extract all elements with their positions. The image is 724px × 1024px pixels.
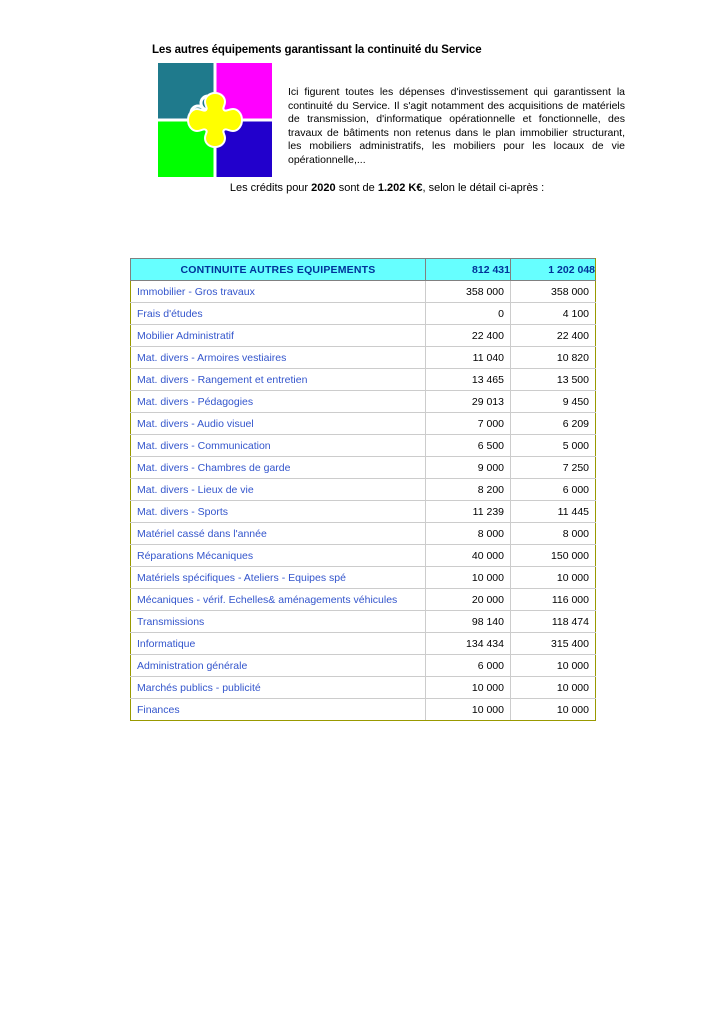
table-row (131, 369, 596, 391)
puzzle-illustration (158, 63, 272, 177)
row-label: Mobilier Administratif (131, 325, 426, 347)
table-header-row (131, 259, 596, 281)
credits-amount: 1.202 K€ (377, 182, 423, 194)
row-label: Transmissions (131, 611, 426, 633)
table-row (131, 347, 596, 369)
row-value-2: 10 820 (511, 347, 596, 369)
table-row (131, 589, 596, 611)
row-value-2: 10 000 (511, 567, 596, 589)
row-value-2: 358 000 (511, 281, 596, 303)
row-value-2: 116 000 (511, 589, 596, 611)
row-value-2: 10 000 (511, 655, 596, 677)
row-label: Immobilier - Gros travaux (131, 281, 426, 303)
table-body (131, 281, 596, 721)
row-label: Finances (131, 699, 426, 721)
row-value-2: 118 474 (511, 611, 596, 633)
row-value-1: 13 465 (426, 369, 511, 391)
table-row (131, 545, 596, 567)
row-label: Marchés publics - publicité (131, 677, 426, 699)
row-label: Mat. divers - Communication (131, 435, 426, 457)
row-value-2: 315 400 (511, 633, 596, 655)
budget-table (130, 258, 596, 721)
table-row (131, 611, 596, 633)
credits-prefix: Les crédits pour (229, 182, 312, 194)
table-row (131, 523, 596, 545)
row-value-1: 134 434 (426, 633, 511, 655)
page-title: Les autres équipements garantissant la continuité du Service (152, 44, 482, 56)
header-label: CONTINUITE AUTRES EQUIPEMENTS (131, 259, 426, 281)
row-value-2: 11 445 (511, 501, 596, 523)
table-row (131, 281, 596, 303)
table-row (131, 413, 596, 435)
row-label: Mat. divers - Chambres de garde (131, 457, 426, 479)
row-value-2: 10 000 (511, 699, 596, 721)
table-row (131, 479, 596, 501)
table-row (131, 325, 596, 347)
row-value-2: 13 500 (511, 369, 596, 391)
table-row (131, 677, 596, 699)
table-row (131, 567, 596, 589)
row-label: Mécaniques - vérif. Echelles& aménagements véhicules (131, 589, 426, 611)
row-value-1: 10 000 (426, 567, 511, 589)
credits-line (152, 182, 622, 194)
header-col2: 1 202 048 (511, 259, 596, 281)
row-value-2: 8 000 (511, 523, 596, 545)
row-label: Mat. divers - Sports (131, 501, 426, 523)
credits-year: 2020 (311, 182, 336, 194)
row-label: Mat. divers - Rangement et entretien (131, 369, 426, 391)
table-header (131, 259, 596, 281)
row-label: Informatique (131, 633, 426, 655)
row-value-1: 11 239 (426, 501, 511, 523)
row-value-1: 7 000 (426, 413, 511, 435)
row-value-2: 6 000 (511, 479, 596, 501)
row-label: Matériel cassé dans l'année (131, 523, 426, 545)
row-value-2: 5 000 (511, 435, 596, 457)
table-row (131, 501, 596, 523)
table-row (131, 699, 596, 721)
intro-paragraph: Ici figurent toutes les dépenses d'investissement qui garantissent la continuité du Service. Il s'agit notamment des acquisitions de matériels de transmission, d'informatique opérationnelle et fonctionnelle, des travaux de bâtiments non retenus dans le plan immobilier structurant, les mobiliers administratifs, les mobiliers pour les locaux de vie opérationnelle,... (288, 86, 625, 166)
row-value-1: 6 000 (426, 655, 511, 677)
credits-middle: sont de (335, 182, 378, 194)
row-value-2: 4 100 (511, 303, 596, 325)
budget-table-wrapper (130, 258, 595, 721)
row-value-1: 22 400 (426, 325, 511, 347)
row-value-1: 11 040 (426, 347, 511, 369)
row-value-1: 40 000 (426, 545, 511, 567)
credits-suffix: , selon le détail ci-après : (422, 182, 545, 194)
table-row (131, 655, 596, 677)
row-label: Mat. divers - Audio visuel (131, 413, 426, 435)
row-value-2: 22 400 (511, 325, 596, 347)
table-row (131, 303, 596, 325)
row-value-1: 20 000 (426, 589, 511, 611)
table-row (131, 457, 596, 479)
row-value-1: 10 000 (426, 699, 511, 721)
row-value-1: 6 500 (426, 435, 511, 457)
row-value-1: 29 013 (426, 391, 511, 413)
header-col1: 812 431 (426, 259, 511, 281)
row-label: Frais d'études (131, 303, 426, 325)
table-row (131, 391, 596, 413)
table-row (131, 435, 596, 457)
row-value-1: 10 000 (426, 677, 511, 699)
row-value-1: 98 140 (426, 611, 511, 633)
row-value-1: 8 200 (426, 479, 511, 501)
row-label: Administration générale (131, 655, 426, 677)
table-row (131, 633, 596, 655)
row-value-2: 6 209 (511, 413, 596, 435)
puzzle-icon (158, 63, 272, 177)
row-value-2: 10 000 (511, 677, 596, 699)
row-label: Réparations Mécaniques (131, 545, 426, 567)
row-value-2: 7 250 (511, 457, 596, 479)
row-label: Mat. divers - Pédagogies (131, 391, 426, 413)
row-value-2: 9 450 (511, 391, 596, 413)
row-value-2: 150 000 (511, 545, 596, 567)
row-label: Mat. divers - Lieux de vie (131, 479, 426, 501)
row-value-1: 8 000 (426, 523, 511, 545)
row-value-1: 0 (426, 303, 511, 325)
row-label: Matériels spécifiques - Ateliers - Equipes spé (131, 567, 426, 589)
row-value-1: 9 000 (426, 457, 511, 479)
row-value-1: 358 000 (426, 281, 511, 303)
row-label: Mat. divers - Armoires vestiaires (131, 347, 426, 369)
